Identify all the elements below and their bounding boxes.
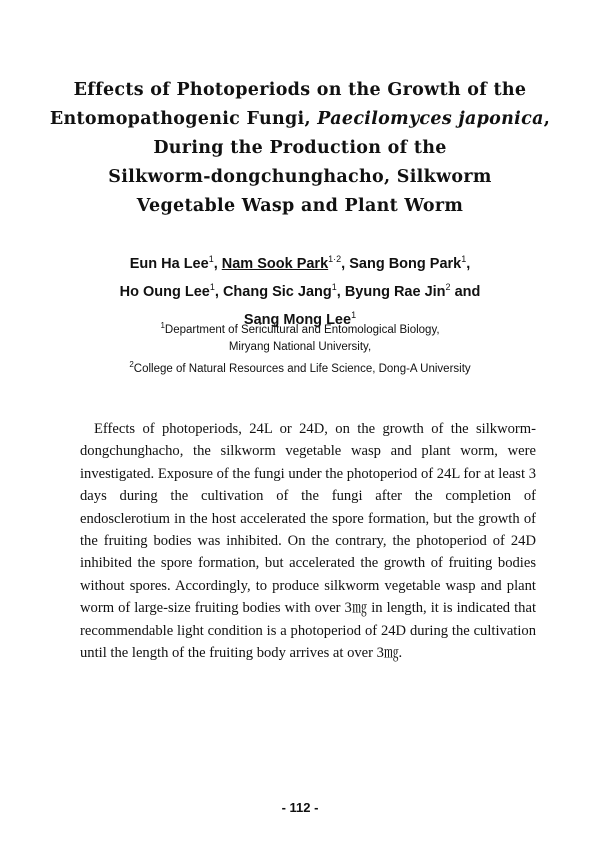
- title-line: [40, 105, 560, 134]
- affiliation-line: [40, 317, 560, 339]
- affiliation-mark: 1: [351, 310, 357, 320]
- affiliation-mark: 1: [209, 282, 215, 292]
- affiliation-mark: 1: [331, 282, 337, 292]
- species-name: Paecilomyces japonica: [317, 109, 544, 129]
- affiliation-mark: 2: [445, 282, 451, 292]
- title-text: ,: [543, 109, 551, 129]
- title-line: During the Production of the: [153, 138, 447, 158]
- paper-title: [40, 76, 560, 221]
- title-line: Effects of Photoperiods on the Growth of the: [73, 80, 527, 100]
- title-line: Silkworm-dongchunghacho, Silkworm: [108, 167, 492, 187]
- abstract: Effects of photoperiods, 24L or 24D, on the growth of the silkworm- dongchunghacho, the silkworm vegetable wasp and plant worm, were investigated. Exposure of the fungi under the photoperiod of 24L for at least 3 days during the cultivation of the fungi after the completion of endosclerotium in the host accelerated the spore formation, but the growth of the fruiting bodies was inhibited. On the contrary, the photoperiod of 24D inhibited the spore formation, but accelerated the growth of fruiting bodies without spores. Accordingly, to produce silkworm vegetable wasp and plant worm of large-size fruiting bodies with over 3㎎ in length, it is indicated that recommendable light condition is a photoperiod of 24D during the cultivation until the length of the fruiting body arrives at over 3㎎.: [80, 421, 536, 662]
- affiliations: [40, 317, 560, 378]
- title-text: Entomopathogenic Fungi,: [49, 109, 318, 129]
- author-name: Chang Sic Jang: [222, 284, 332, 300]
- author-name: Sang Mong Lee: [243, 312, 352, 328]
- affiliation-mark: 1: [208, 254, 214, 264]
- author-name: Ho Oung Lee: [119, 284, 210, 300]
- affiliation-line: Miryang National University,: [228, 341, 372, 353]
- affiliation-text: College of Natural Resources and Life Science, Dong-A University: [133, 363, 471, 375]
- author-name-corresponding: Nam Sook Park: [221, 256, 329, 272]
- page-number: - 112 -: [281, 800, 319, 815]
- affiliation-mark: 1·2: [328, 254, 342, 264]
- affiliation-mark: 1: [160, 321, 165, 330]
- affiliation-text: Department of Sericultural and Entomological Biology,: [164, 324, 440, 336]
- title-line: Vegetable Wasp and Plant Worm: [136, 196, 464, 216]
- author-line: Ho Oung Lee$^1$, Chang Sic Jang$^1$, Byung Rae Jin$^2$ and: [119, 282, 481, 300]
- affiliation-line: [40, 356, 560, 378]
- affiliation-mark: 2: [129, 360, 134, 369]
- author-name: Byung Rae Jin: [344, 284, 446, 300]
- author-name: Eun Ha Lee: [129, 256, 209, 272]
- author-name: Sang Bong Park: [349, 256, 462, 272]
- author-line: Eun Ha Lee$^1$, Nam Sook Park$^{1\cdot 2}$, Sang Bong Park$^1$,: [129, 254, 471, 272]
- affiliation-mark: 1: [461, 254, 467, 264]
